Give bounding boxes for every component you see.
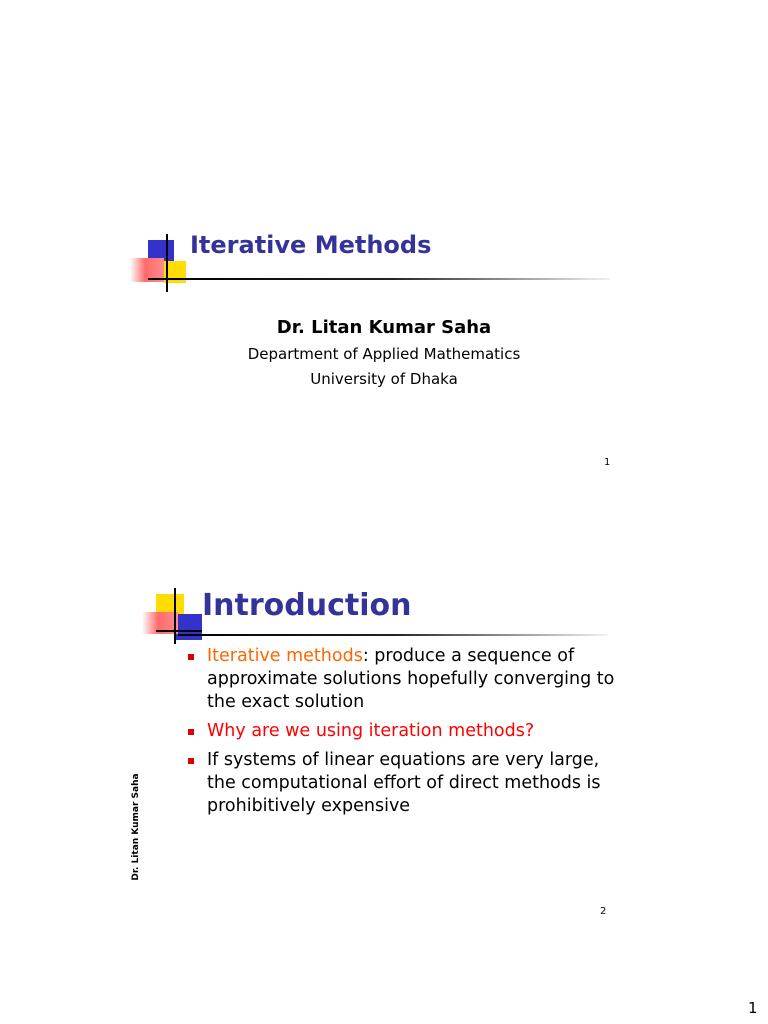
bullet-list xyxy=(188,645,618,824)
author-name: Dr. Litan Kumar Saha xyxy=(276,317,492,338)
university: University of Dhaka xyxy=(310,370,458,388)
bullet-highlight: Iterative methods xyxy=(207,646,363,666)
title-rule xyxy=(178,634,608,636)
list-item xyxy=(188,645,618,714)
slide-page-number: 1 xyxy=(604,457,611,468)
bullet-text: Why are we using iteration methods? xyxy=(207,721,535,741)
slide-logo-icon xyxy=(130,234,190,294)
department: Department of Applied Mathematics xyxy=(247,345,521,363)
title-rule xyxy=(168,278,610,280)
page-title: Iterative Methods xyxy=(190,231,432,259)
bullet-text: : produce a sequence of approximate solutions hopefully converging to the exact solution xyxy=(207,646,615,712)
list-item xyxy=(188,720,618,743)
bullet-text: If systems of linear equations are very large, the computational effort of direct methods is prohibitively expensive xyxy=(207,750,601,816)
slide-1 xyxy=(0,0,768,500)
side-author-label: Dr. Litan Kumar Saha xyxy=(131,773,141,881)
square-bullet-icon xyxy=(188,654,194,660)
list-item xyxy=(188,749,618,818)
square-bullet-icon xyxy=(188,758,194,764)
section-title: Introduction xyxy=(202,588,412,623)
square-bullet-icon xyxy=(188,729,194,735)
footer-page-number: 1 xyxy=(748,999,758,1017)
slide-page-number: 2 xyxy=(600,906,607,917)
slide-logo-icon xyxy=(142,588,202,648)
